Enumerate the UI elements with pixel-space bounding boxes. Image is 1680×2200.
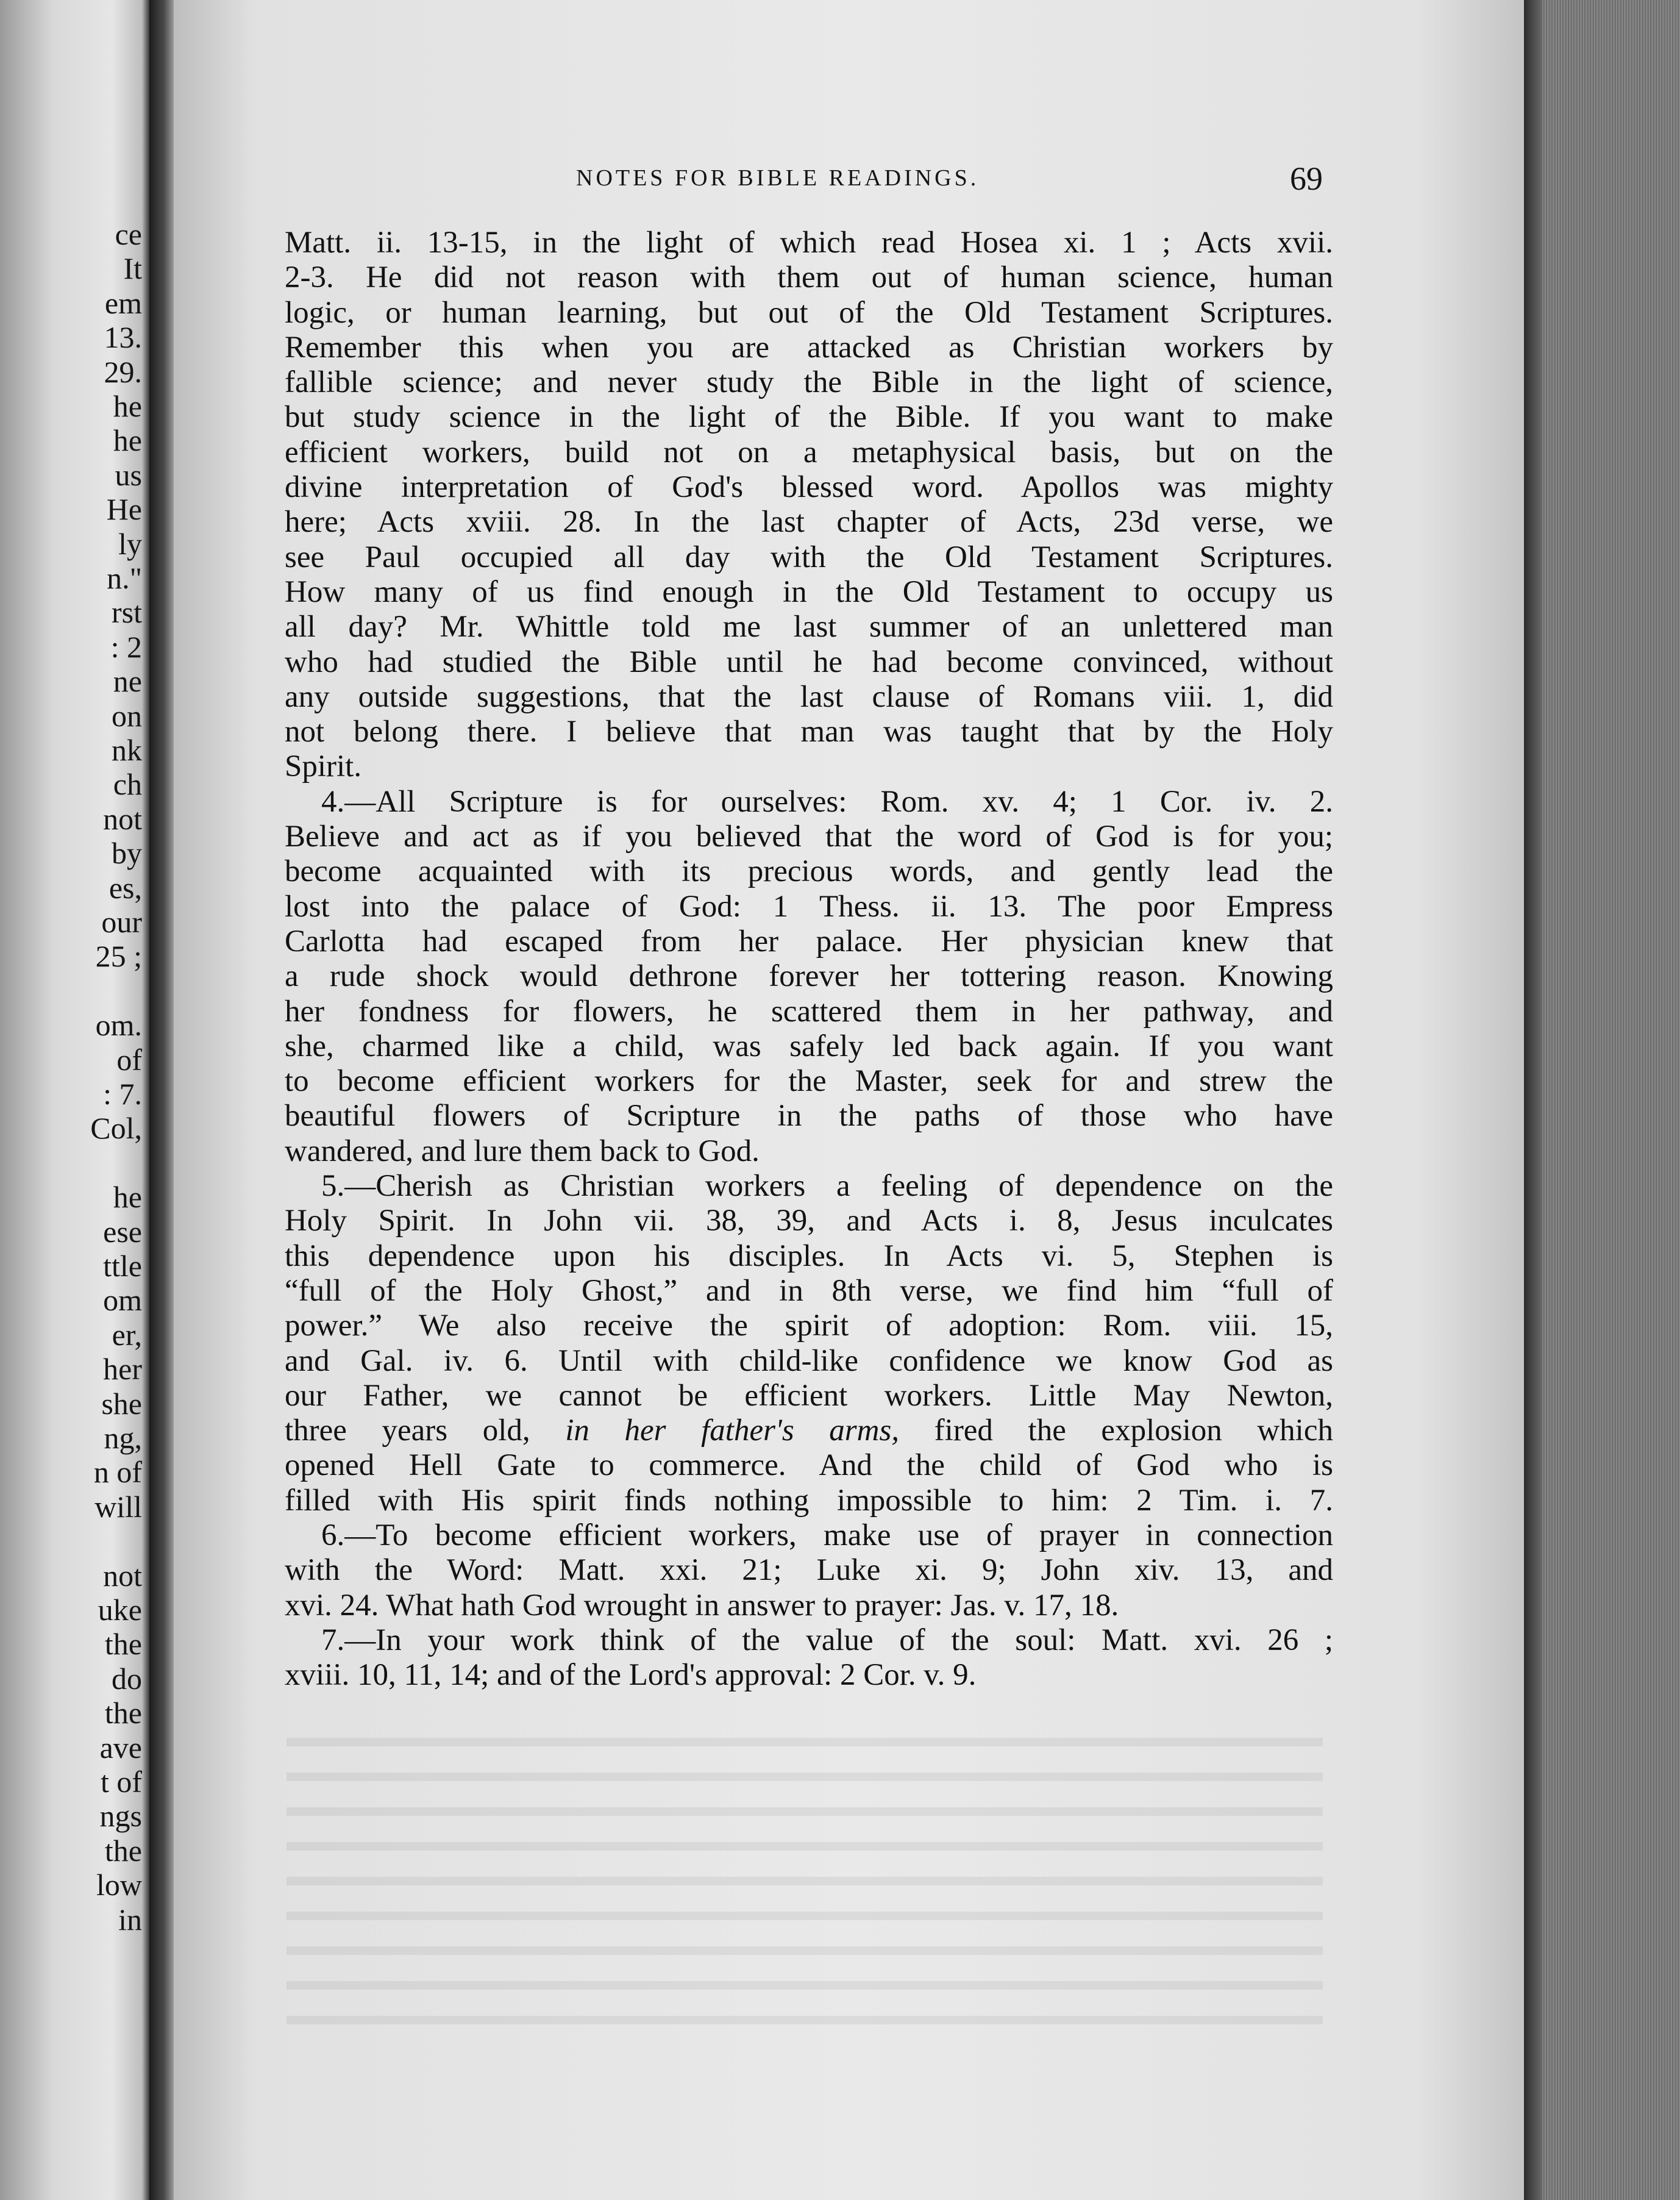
page-header xyxy=(576,160,1323,202)
left-page-fragment: the xyxy=(104,1696,142,1730)
left-page-fragment: He xyxy=(106,492,142,527)
running-title: NOTES FOR BIBLE READINGS. xyxy=(576,165,980,191)
left-page-fragment: do xyxy=(112,1661,142,1696)
text-line: 7.—In your work think of the value of the soul: Matt. xvi. 26 ; xyxy=(321,1623,1333,1657)
left-page-fragment: her xyxy=(103,1352,142,1387)
text-line xyxy=(285,1413,1333,1448)
text-line: 4.—All Scripture is for ourselves: Rom. xv. 4; 1 Cor. iv. 2. xyxy=(321,784,1333,819)
left-page-fragment: es, xyxy=(109,870,142,905)
text-line: beautiful flowers of Scripture in the paths of those who have xyxy=(285,1099,1333,1134)
left-page-fragment: Col, xyxy=(90,1111,142,1146)
text-line: not belong there. I believe that man was taught that by the Holy xyxy=(285,715,1333,749)
left-page-fragment: 25 ; xyxy=(95,939,142,974)
text-line: see Paul occupied all day with the Old Testament Scriptures. xyxy=(285,540,1333,574)
left-page-fragment: om xyxy=(103,1283,142,1318)
body-text xyxy=(285,226,1333,1693)
left-page-fragment: in xyxy=(118,1902,142,1937)
text-segment: fired the explosion which xyxy=(899,1413,1333,1448)
left-page-fragment: rst xyxy=(112,595,142,630)
text-line: Spirit. xyxy=(285,749,362,784)
text-line: xvi. 24. What hath God wrought in answer to prayer: Jas. v. 17, 18. xyxy=(285,1588,1119,1623)
left-page-fragment: ng, xyxy=(104,1421,142,1455)
text-line: filled with His spirit finds nothing impossible to him: 2 Tim. i. 7. xyxy=(285,1483,1333,1518)
text-line: divine interpretation of God's blessed word. Apollos was mighty xyxy=(285,470,1333,505)
text-line: opened Hell Gate to commerce. And the child of God who is xyxy=(285,1448,1333,1483)
left-page-fragment: our xyxy=(101,905,142,939)
text-line: wandered, and lure them back to God. xyxy=(285,1134,760,1168)
left-page-fragment: It xyxy=(123,251,142,286)
left-page-fragment: ttle xyxy=(103,1249,142,1283)
text-line: lost into the palace of God: 1 Thess. ii. 13. The poor Empress xyxy=(285,889,1333,924)
text-line: with the Word: Matt. xxi. 21; Luke xi. 9; John xiv. 13, and xyxy=(285,1553,1333,1588)
text-line: Holy Spirit. In John vii. 38, 39, and Acts i. 8, Jesus inculcates xyxy=(285,1204,1333,1238)
text-line: to become efficient workers for the Master, seek for and strew the xyxy=(285,1064,1333,1099)
text-line: Remember this when you are attacked as Christian workers by xyxy=(285,330,1333,365)
left-page-fragment: he xyxy=(113,389,142,423)
show-through-text xyxy=(287,1720,1323,2024)
page-number: 69 xyxy=(1290,160,1323,197)
left-page-fragment: ne xyxy=(113,664,142,699)
text-line: Matt. ii. 13-15, in the light of which read Hosea xi. 1 ; Acts xvii. xyxy=(285,226,1333,260)
text-line: power.” We also receive the spirit of adoption: Rom. viii. 15, xyxy=(285,1309,1333,1343)
left-page-fragment: : 7. xyxy=(103,1077,142,1111)
text-line: any outside suggestions, that the last clause of Romans viii. 1, did xyxy=(285,679,1333,714)
text-line: a rude shock would dethrone forever her tottering reason. Knowing xyxy=(285,959,1333,994)
left-page-fragment: of xyxy=(116,1042,142,1077)
left-page-fragment: by xyxy=(112,836,142,871)
left-page-fragment: n of xyxy=(93,1455,142,1490)
left-page-fragment: 29. xyxy=(104,354,142,389)
text-line: logic, or human learning, but out of the Old Testament Scriptures. xyxy=(285,295,1333,330)
left-page-fragment: ngs xyxy=(99,1799,142,1834)
left-page-fragment: em xyxy=(104,285,142,320)
text-line: our Father, we cannot be efficient workers. Little May Newton, xyxy=(285,1378,1333,1413)
left-page-fragment: us xyxy=(115,457,142,492)
text-line: Carlotta had escaped from her palace. Her physician knew that xyxy=(285,924,1333,959)
left-page-fragment: uke xyxy=(98,1593,142,1627)
text-line: who had studied the Bible until he had become convinced, without xyxy=(285,645,1333,679)
left-page-fragment: on xyxy=(112,698,142,733)
left-page-fragment: he xyxy=(113,1180,142,1215)
left-page-fragment: 13. xyxy=(104,320,142,355)
text-segment: three years old, xyxy=(285,1413,566,1448)
text-line: efficient workers, build not on a metaphysical basis, but on the xyxy=(285,435,1333,470)
left-page-fragment: : 2 xyxy=(110,629,142,664)
text-line: Believe and act as if you believed that the word of God is for you; xyxy=(285,820,1333,854)
left-page-fragment: the xyxy=(104,1833,142,1868)
text-line: fallible science; and never study the Bible in the light of science, xyxy=(285,365,1333,400)
text-line: “full of the Holy Ghost,” and in 8th verse, we find him “full of xyxy=(285,1273,1333,1308)
left-page-fragment: om. xyxy=(95,1008,142,1043)
text-line: 2-3. He did not reason with them out of human science, human xyxy=(285,260,1333,295)
left-page-fragment: ave xyxy=(99,1730,142,1765)
left-page-fragment: t of xyxy=(100,1765,142,1799)
text-line: How many of us find enough in the Old Testament to occupy us xyxy=(285,574,1333,609)
left-page-fragment: ch xyxy=(113,767,142,802)
text-line: all day? Mr. Whittle told me last summer of an unlettered man xyxy=(285,610,1333,645)
left-page xyxy=(0,0,149,2200)
left-page-fragment: not xyxy=(103,1558,142,1593)
text-line: she, charmed like a child, was safely led back again. If you want xyxy=(285,1029,1333,1063)
text-line: 5.—Cherish as Christian workers a feeling of dependence on the xyxy=(321,1169,1333,1204)
left-page-fragment: er, xyxy=(112,1317,142,1352)
book-gutter xyxy=(149,0,174,2200)
text-line: this dependence upon his disciples. In Acts vi. 5, Stephen is xyxy=(285,1238,1333,1273)
left-page-fragment: he xyxy=(113,423,142,458)
left-page-fragment: ly xyxy=(118,526,142,561)
text-line: here; Acts xviii. 28. In the last chapter of Acts, 23d verse, we xyxy=(285,505,1333,540)
left-page-fragment: nk xyxy=(112,733,142,767)
left-page-fragment: low xyxy=(96,1868,142,1902)
text-line: become acquainted with its precious words, and gently lead the xyxy=(285,854,1333,889)
text-line: and Gal. iv. 6. Until with child-like confidence we know God as xyxy=(285,1343,1333,1378)
text-line: 6.—To become efficient workers, make use of prayer in connection xyxy=(321,1518,1333,1552)
text-line: her fondness for flowers, he scattered them in her pathway, and xyxy=(285,994,1333,1029)
page-edge-stack xyxy=(1524,0,1680,2200)
left-page-fragment: n." xyxy=(107,561,142,595)
left-page-fragment: ce xyxy=(115,217,142,251)
left-page-fragment: ese xyxy=(103,1214,142,1249)
page-edge-shadow xyxy=(1524,0,1542,2200)
left-page-fragment: not xyxy=(103,801,142,836)
left-page-fragment: the xyxy=(104,1627,142,1662)
left-page-fragment: will xyxy=(94,1489,142,1524)
text-line: xviii. 10, 11, 14; and of the Lord's approval: 2 Cor. v. 9. xyxy=(285,1658,977,1693)
left-page-fragment: she xyxy=(101,1386,142,1421)
text-line: but study science in the light of the Bible. If you want to make xyxy=(285,400,1333,435)
italic-phrase: in her father's arms, xyxy=(565,1413,900,1448)
